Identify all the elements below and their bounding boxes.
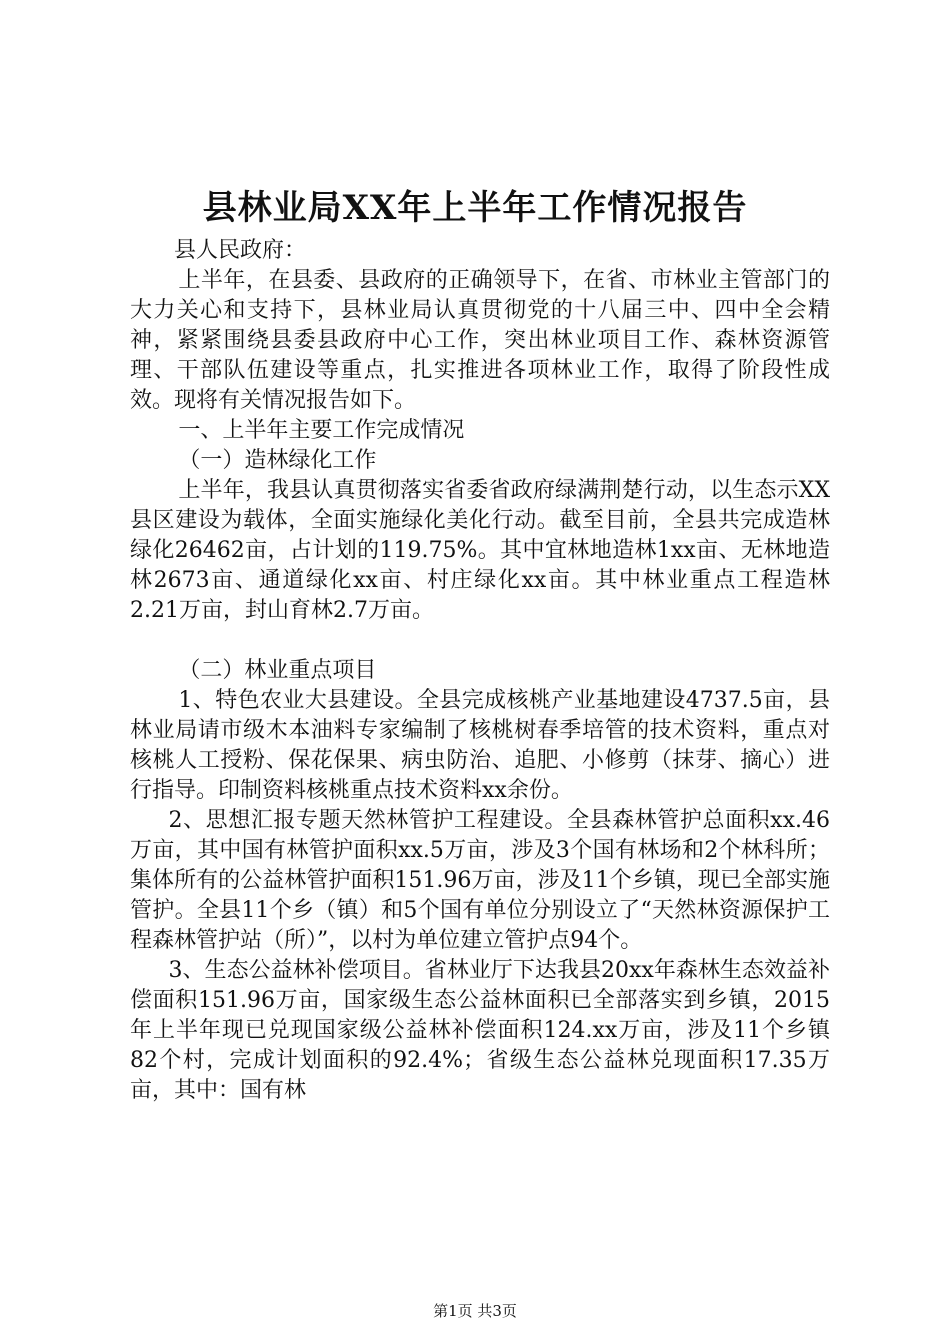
document-title: 县林业局XX年上半年工作情况报告 — [202, 188, 748, 228]
item-2-paragraph: 2、思想汇报专题天然林管护工程建设。全县森林管护总面积xx.46万亩，其中国有林管护面积xx.5万亩，涉及3个国有林场和2个林科所；集体所有的公益林管护面积151.96万亩，涉及11个乡镇，现已全部实施管护。全县11个乡（镇）和5个国有单位分别设立了“天然林资源保护工程森林管护站（所）”，以村为单位建立管护点94个。 — [130, 808, 830, 953]
subsection-heading-2: （二）林业重点项目 — [178, 658, 377, 683]
salutation: 县人民政府： — [174, 238, 307, 263]
page-footer: 第1页 共3页 — [433, 1302, 517, 1320]
subsection-heading-1: （一）造林绿化工作 — [178, 448, 377, 473]
paragraph-gap — [130, 626, 830, 656]
afforestation-paragraph: 上半年，我县认真贯彻落实省委省政府绿满荆楚行动，以生态示XX县区建设为载体，全面实施绿化美化行动。截至目前，全县共完成造林绿化26462亩，占计划的119.75%。其中宜林地造林1xx亩、无林地造林2673亩、通道绿化xx亩、村庄绿化xx亩。其中林业重点工程造林2.21万亩，封山育林2.7万亩。 — [130, 478, 830, 623]
intro-paragraph: 上半年，在县委、县政府的正确领导下，在省、市林业主管部门的大力关心和支持下，县林业局认真贯彻党的十八届三中、四中全会精神，紧紧围绕县委县政府中心工作，突出林业项目工作、森林资源管理、干部队伍建设等重点，扎实推进各项林业工作，取得了阶段性成效。现将有关情况报告如下。 — [130, 268, 830, 413]
section-heading-1: 一、上半年主要工作完成情况 — [178, 418, 465, 443]
item-3-paragraph: 3、生态公益林补偿项目。省林业厅下达我县20xx年森林生态效益补偿面积151.96万亩，国家级生态公益林面积已全部落实到乡镇，2015年上半年现已兑现国家级公益林补偿面积124.xx万亩，涉及11个乡镇82个村，完成计划面积的92.4%；省级生态公益林兑现面积17.35万亩，其中：国有林 — [130, 958, 830, 1103]
document-body — [130, 236, 830, 1106]
item-1-paragraph: 1、特色农业大县建设。全县完成核桃产业基地建设4737.5亩，县林业局请市级木本油料专家编制了核桃树春季培管的技术资料，重点对核桃人工授粉、保花保果、病虫防治、追肥、小修剪（抹芽、摘心）进行指导。印制资料核桃重点技术资料xx余份。 — [130, 688, 830, 803]
